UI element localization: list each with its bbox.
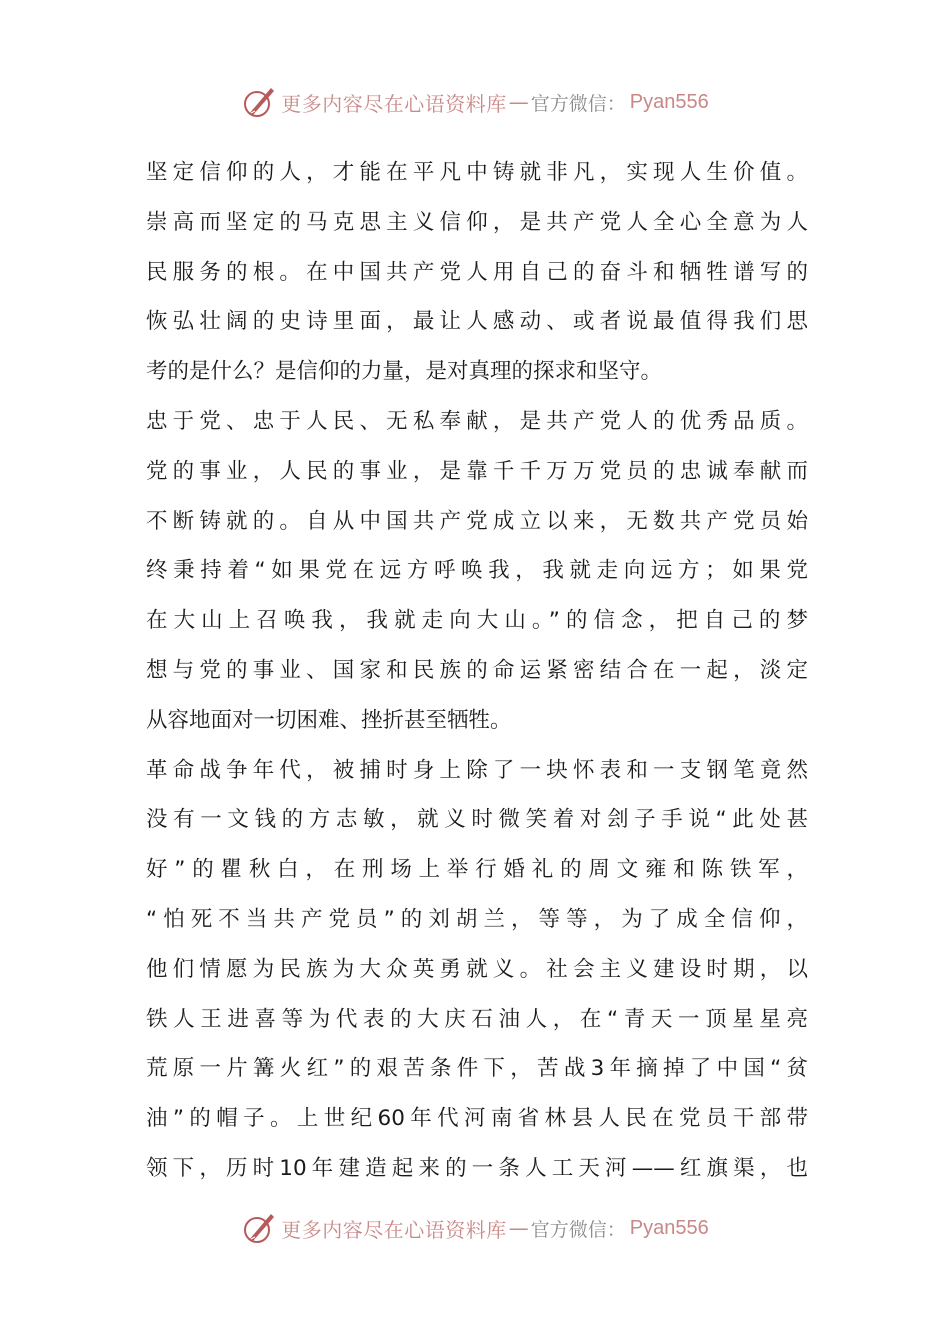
text-line: 考的是什么？是信仰的力量，是对真理的探求和坚守。	[146, 359, 663, 385]
footer-account: Pyan556	[629, 1216, 709, 1239]
header-account: Pyan556	[629, 90, 709, 113]
header-title: 更多内容尽在心语资料库	[281, 91, 507, 116]
quill-pen-logo-icon	[241, 1210, 277, 1246]
text-line: 革命战争年代，被捕时身上除了一块怀表和一支钢笔竟然	[146, 757, 808, 783]
text-line: 恢弘壮阔的史诗里面，最让人感动、或者说最值得我们思	[146, 309, 808, 335]
text-line: 终秉持着“如果党在远方呼唤我，我就走向远方；如果党	[146, 558, 808, 584]
text-line: 好”的瞿秋白，在刑场上举行婚礼的周文雍和陈铁军，	[146, 857, 808, 883]
text-line: 铁人王进喜等为代表的大庆石油人，在“青天一顶星星亮	[146, 1006, 808, 1032]
text-line: 忠于党、忠于人民、无私奉献，是共产党人的优秀品质。	[146, 408, 808, 434]
text-line: 不断铸就的。自从中国共产党成立以来，无数共产党员始	[146, 508, 808, 534]
text-line: 从容地面对一切困难、挫折甚至牺牲。	[146, 707, 512, 733]
text-line: 坚定信仰的人，才能在平凡中铸就非凡，实现人生价值。	[146, 160, 808, 185]
header-subtitle: 官方微信：	[530, 92, 626, 115]
text-line: 领下，历时10年建造起来的一条人工天河——红旗渠，也	[146, 1155, 808, 1181]
text-line: 在大山上召唤我，我就走向大山。”的信念，把自己的梦	[146, 608, 808, 634]
text-line: 党的事业，人民的事业，是靠千千万万党员的忠诚奉献而	[146, 458, 808, 484]
footer-banner	[0, 1208, 950, 1248]
text-line: 民服务的根。在中国共产党人用自己的奋斗和牺牲谱写的	[146, 259, 808, 285]
text-line: 没有一文钱的方志敏，就义时微笑着对刽子手说“此处甚	[146, 807, 808, 833]
footer-title: 更多内容尽在心语资料库	[281, 1217, 507, 1242]
footer-subtitle: 官方微信：	[530, 1218, 626, 1241]
text-line: “怕死不当共产党员”的刘胡兰，等等，为了成全信仰，	[146, 906, 808, 932]
header-separator: —	[508, 90, 529, 114]
text-line: 荒原一片篝火红”的艰苦条件下，苦战3年摘掉了中国“贫	[146, 1056, 808, 1082]
text-line: 崇高而坚定的马克思主义信仰，是共产党人全心全意为人	[146, 209, 808, 235]
text-line: 油”的帽子。上世纪60年代河南省林县人民在党员干部带	[146, 1106, 808, 1132]
text-line: 想与党的事业、国家和民族的命运紧密结合在一起，淡定	[146, 657, 808, 683]
quill-pen-logo-icon	[241, 84, 277, 120]
header-banner	[0, 82, 950, 122]
footer-separator: —	[508, 1216, 529, 1240]
text-line: 他们情愿为民族为大众英勇就义。社会主义建设时期，以	[146, 956, 808, 982]
document-body	[146, 148, 808, 1194]
